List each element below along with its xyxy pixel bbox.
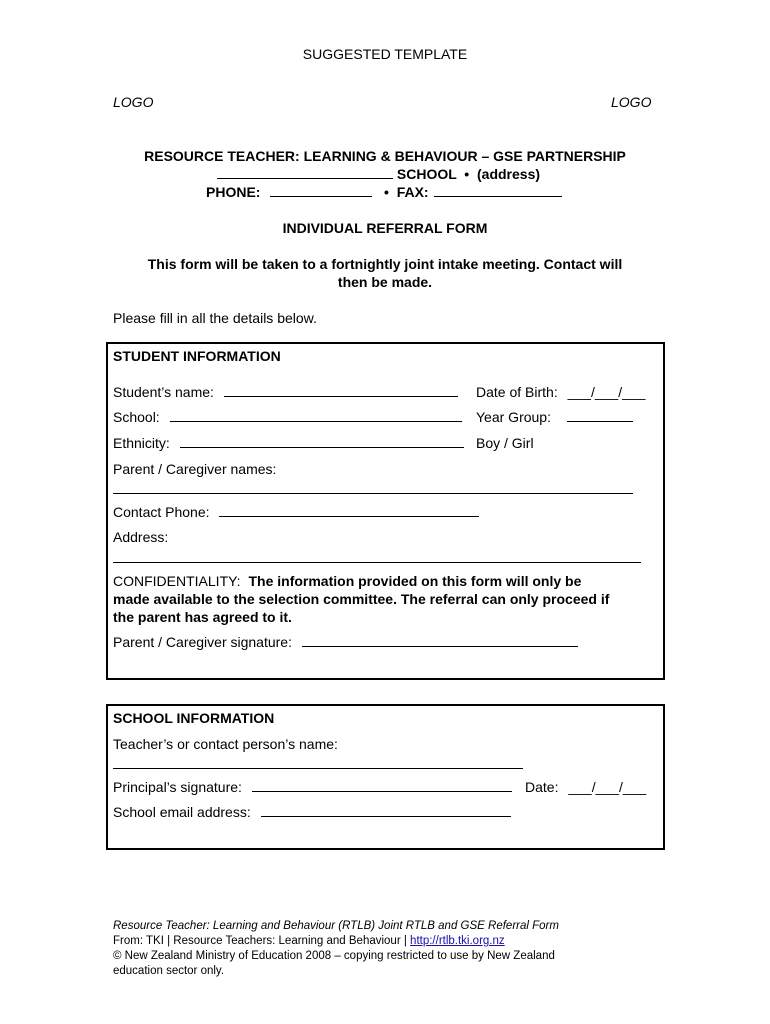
contact-phone-row: [113, 504, 479, 520]
confidentiality-text-1: The information provided on this form will only be: [248, 573, 582, 589]
address-field[interactable]: [113, 562, 641, 563]
contact-person-label: Teacher’s or contact person’s name:: [113, 736, 338, 752]
dob-field[interactable]: ___/___/___: [567, 384, 646, 400]
footer-copyright-2: education sector only.: [113, 965, 225, 977]
footer-link[interactable]: http://rtlb.tki.org.nz: [410, 935, 505, 947]
address-label: Address:: [113, 529, 169, 545]
student-section-heading: STUDENT INFORMATION: [113, 348, 281, 364]
school-row: [113, 409, 462, 425]
ethnicity-row: [113, 435, 464, 451]
school-email-field[interactable]: [261, 804, 511, 817]
dob-row: [476, 384, 645, 400]
gender-option[interactable]: Boy / Girl: [476, 435, 534, 451]
school-label: SCHOOL: [396, 166, 457, 182]
form-title: INDIVIDUAL REFERRAL FORM: [282, 220, 488, 236]
ethnicity-label: Ethnicity:: [113, 435, 170, 451]
ethnicity-field[interactable]: [180, 435, 464, 448]
contact-phone-label: Contact Phone:: [113, 504, 210, 520]
footer-copyright: © New Zealand Ministry of Education 2008 – copying restricted to use by New Zealand: [113, 950, 555, 962]
footer-form-name: Resource Teacher: Learning and Behaviour (RTLB) Joint RTLB and GSE Referral Form: [113, 920, 559, 932]
signature-row: [113, 634, 578, 650]
phone-blank[interactable]: [270, 184, 372, 197]
parent-names-field[interactable]: [113, 493, 633, 494]
parent-names-label: Parent / Caregiver names:: [113, 461, 277, 477]
footer-source: [113, 935, 505, 947]
form-header-title: RESOURCE TEACHER: LEARNING & BEHAVIOUR – GSE PARTNERSHIP: [144, 148, 626, 164]
logo-left: LOGO: [113, 94, 154, 110]
principal-signature-label: Principal’s signature:: [113, 779, 242, 795]
parent-signature-field[interactable]: [302, 634, 578, 647]
intro-line-1: This form will be taken to a fortnightly joint intake meeting. Contact will: [147, 256, 623, 272]
fax-blank[interactable]: [434, 184, 562, 197]
bullet-icon: •: [376, 184, 393, 200]
year-group-row: [476, 409, 633, 425]
confidentiality-label: CONFIDENTIALITY:: [113, 573, 241, 589]
phone-label: PHONE:: [206, 184, 261, 200]
footer-source-prefix: From: TKI | Resource Teachers: Learning and Behaviour |: [113, 935, 411, 947]
student-name-row: [113, 384, 458, 400]
confidentiality-text-2: made available to the selection committee. The referral can only proceed if: [113, 591, 610, 607]
dob-label: Date of Birth:: [476, 384, 558, 400]
student-name-label: Student’s name:: [113, 384, 214, 400]
school-address-line: [217, 166, 540, 182]
parent-signature-label: Parent / Caregiver signature:: [113, 634, 292, 650]
instructions: Please fill in all the details below.: [113, 310, 317, 326]
school-email-label: School email address:: [113, 804, 251, 820]
bullet-icon: •: [460, 166, 474, 182]
contact-person-field[interactable]: [113, 768, 523, 769]
principal-signature-field[interactable]: [252, 779, 512, 792]
school-date-row: [525, 779, 646, 795]
contact-phone-field[interactable]: [219, 504, 479, 517]
school-date-label: Date:: [525, 779, 559, 795]
suggested-template-label: SUGGESTED TEMPLATE: [302, 46, 468, 62]
confidentiality-text-3: the parent has agreed to it.: [113, 609, 292, 625]
school-section-heading: SCHOOL INFORMATION: [113, 710, 275, 726]
school-date-field[interactable]: ___/___/___: [568, 779, 647, 795]
school-name-blank[interactable]: [217, 166, 393, 179]
fax-label: FAX:: [396, 184, 429, 200]
address-label: (address): [477, 166, 541, 182]
student-school-field[interactable]: [170, 409, 462, 422]
student-school-label: School:: [113, 409, 160, 425]
year-group-label: Year Group:: [476, 409, 551, 425]
email-row: [113, 804, 511, 820]
year-group-field[interactable]: [567, 409, 633, 422]
logo-right: LOGO: [611, 94, 652, 110]
confidentiality-line-1: [113, 573, 581, 589]
principal-row: [113, 779, 512, 795]
phone-fax-line: [206, 184, 562, 200]
intro-line-2: then be made.: [337, 274, 433, 290]
student-name-field[interactable]: [224, 384, 458, 397]
